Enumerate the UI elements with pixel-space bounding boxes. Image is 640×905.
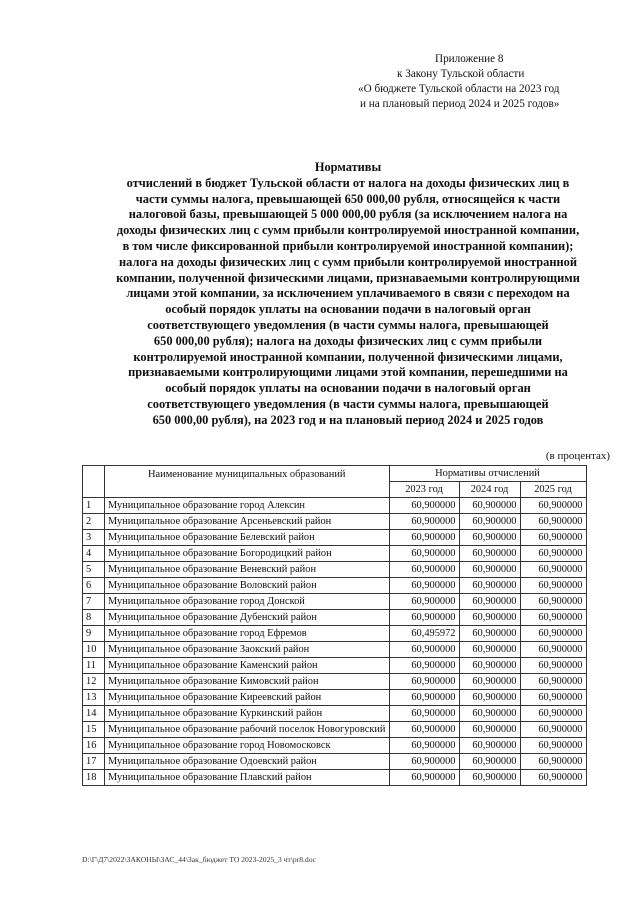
row-number: 3 [83, 530, 105, 546]
title-line: соответствующего уведомления (в части суммы налога, превышающей [147, 317, 549, 332]
norm-2023: 60,900000 [389, 770, 459, 786]
table-row [83, 546, 587, 562]
norm-2023: 60,900000 [389, 610, 459, 626]
row-number: 16 [83, 738, 105, 754]
row-number: 14 [83, 706, 105, 722]
municipality-name: Муниципальное образование рабочий поселок Новогуровский [105, 722, 390, 738]
table-row [83, 722, 587, 738]
norm-2023: 60,900000 [389, 658, 459, 674]
row-number: 10 [83, 642, 105, 658]
norm-2024: 60,900000 [459, 722, 520, 738]
norm-2023: 60,900000 [389, 642, 459, 658]
norm-2023: 60,900000 [389, 594, 459, 610]
table-row [83, 610, 587, 626]
appendix-number: Приложение 8 [435, 53, 504, 65]
row-number: 5 [83, 562, 105, 578]
norm-2025: 60,900000 [520, 674, 586, 690]
table-row [83, 594, 587, 610]
norm-2024: 60,900000 [459, 610, 520, 626]
municipality-name: Муниципальное образование город Новомосковск [105, 738, 390, 754]
row-number: 8 [83, 610, 105, 626]
table-row [83, 706, 587, 722]
norm-2023: 60,900000 [389, 514, 459, 530]
appendix-law-title-2: и на плановый период 2024 и 2025 годов» [360, 98, 560, 110]
norms-table [82, 465, 587, 786]
norm-2025: 60,900000 [520, 690, 586, 706]
norm-2023: 60,900000 [389, 690, 459, 706]
norm-2025: 60,900000 [520, 498, 586, 514]
title-line: особый порядок уплаты на основании подачи в налоговый орган [165, 381, 531, 396]
title-line: части суммы налога, превышающей 650 000,00 рубля, относящейся к части [135, 191, 561, 206]
table-row [83, 658, 587, 674]
row-number: 6 [83, 578, 105, 594]
norm-2023: 60,900000 [389, 498, 459, 514]
row-number: 4 [83, 546, 105, 562]
table-row [83, 674, 587, 690]
title-line: 650 000,00 рубля), на 2023 год и на плановый период 2024 и 2025 годов [152, 412, 544, 427]
table-row [83, 770, 587, 786]
norm-2025: 60,900000 [520, 642, 586, 658]
municipality-name: Муниципальное образование Арсеньевский район [105, 514, 390, 530]
table-row [83, 498, 587, 514]
table-row [83, 738, 587, 754]
municipality-name: Муниципальное образование Богородицкий район [105, 546, 390, 562]
norm-2025: 60,900000 [520, 738, 586, 754]
norm-2024: 60,900000 [459, 578, 520, 594]
header-num [83, 466, 105, 498]
norm-2024: 60,900000 [459, 562, 520, 578]
title-line: особый порядок уплаты на основании подачи в налоговый орган [165, 302, 531, 317]
norm-2024: 60,900000 [459, 690, 520, 706]
norm-2025: 60,900000 [520, 514, 586, 530]
title-line: налога на доходы физических лиц с сумм прибыли контролируемой иностранной [119, 254, 577, 269]
table-row [83, 514, 587, 530]
row-number: 18 [83, 770, 105, 786]
table-header-row [83, 466, 587, 482]
row-number: 17 [83, 754, 105, 770]
table-row [83, 626, 587, 642]
appendix-header [340, 52, 630, 112]
norm-2025: 60,900000 [520, 706, 586, 722]
norm-2023: 60,900000 [389, 578, 459, 594]
norm-2025: 60,900000 [520, 754, 586, 770]
header-year-2025: 2025 год [520, 482, 586, 498]
municipality-name: Муниципальное образование город Донской [105, 594, 390, 610]
appendix-law-ref: к Закону Тульской области [397, 68, 525, 80]
norm-2025: 60,900000 [520, 626, 586, 642]
norm-2023: 60,900000 [389, 706, 459, 722]
table-body [83, 498, 587, 786]
norm-2023: 60,900000 [389, 562, 459, 578]
norm-2025: 60,900000 [520, 562, 586, 578]
norm-2025: 60,900000 [520, 594, 586, 610]
title-line: 650 000,00 рубля); налога на доходы физических лиц с сумм прибыли [153, 333, 543, 348]
table-row [83, 642, 587, 658]
header-year-2023: 2023 год [389, 482, 459, 498]
norm-2024: 60,900000 [459, 642, 520, 658]
row-number: 1 [83, 498, 105, 514]
appendix-law-title-1: «О бюджете Тульской области на 2023 год [358, 83, 560, 95]
header-year-2024: 2024 год [459, 482, 520, 498]
municipality-name: Муниципальное образование город Ефремов [105, 626, 390, 642]
row-number: 2 [83, 514, 105, 530]
municipality-name: Муниципальное образование Заокский район [105, 642, 390, 658]
norm-2024: 60,900000 [459, 770, 520, 786]
title-line: отчислений в бюджет Тульской области от налога на доходы физических лиц в [126, 175, 570, 190]
municipality-name: Муниципальное образование Куркинский район [105, 706, 390, 722]
row-number: 15 [83, 722, 105, 738]
units-note: (в процентах) [545, 450, 610, 462]
norm-2023: 60,900000 [389, 722, 459, 738]
municipality-name: Муниципальное образование Каменский район [105, 658, 390, 674]
title-line: доходы физических лиц с сумм прибыли контролируемой иностранной компании, [116, 223, 580, 238]
norm-2023: 60,900000 [389, 738, 459, 754]
municipality-name: Муниципальное образование Веневский район [105, 562, 390, 578]
norm-2023: 60,495972 [389, 626, 459, 642]
municipality-name: Муниципальное образование Белевский район [105, 530, 390, 546]
municipality-name: Муниципальное образование Киреевский район [105, 690, 390, 706]
header-name: Наименование муниципальных образований [105, 466, 390, 498]
title-line: в том числе фиксированной прибыли контролируемой иностранной компании); [122, 238, 574, 253]
municipality-name: Муниципальное образование Плавский район [105, 770, 390, 786]
norm-2025: 60,900000 [520, 722, 586, 738]
norm-2025: 60,900000 [520, 610, 586, 626]
title-line: компании, полученной физическими лицами, признаваемыми контролирующими [116, 270, 580, 285]
norm-2025: 60,900000 [520, 658, 586, 674]
file-path-footer: D:\Г\Д7\2022\ЗАКОНЫ\ЗАС_44\Зак_бюджет ТО 2023-2025_3 чт\pr8.doc [82, 855, 316, 864]
norm-2024: 60,900000 [459, 626, 520, 642]
title-line: лицами этой компании, за исключением уплачиваемого в связи с переходом на [126, 286, 570, 301]
row-number: 7 [83, 594, 105, 610]
norm-2024: 60,900000 [459, 738, 520, 754]
norm-2025: 60,900000 [520, 770, 586, 786]
norm-2025: 60,900000 [520, 530, 586, 546]
norm-2024: 60,900000 [459, 530, 520, 546]
norm-2025: 60,900000 [520, 578, 586, 594]
table-row [83, 530, 587, 546]
table-row [83, 754, 587, 770]
norm-2024: 60,900000 [459, 706, 520, 722]
municipality-name: Муниципальное образование Воловский район [105, 578, 390, 594]
norm-2024: 60,900000 [459, 754, 520, 770]
municipality-name: Муниципальное образование Одоевский район [105, 754, 390, 770]
title-heading: Нормативы [314, 160, 382, 174]
table-row [83, 690, 587, 706]
norm-2023: 60,900000 [389, 754, 459, 770]
municipality-name: Муниципальное образование Кимовский район [105, 674, 390, 690]
norm-2023: 60,900000 [389, 546, 459, 562]
norm-2024: 60,900000 [459, 546, 520, 562]
municipality-name: Муниципальное образование город Алексин [105, 498, 390, 514]
title-line: налоговой базы, превышающей 5 000 000,00 рубля (за исключением налога на [128, 207, 568, 222]
norm-2024: 60,900000 [459, 674, 520, 690]
row-number: 9 [83, 626, 105, 642]
norm-2024: 60,900000 [459, 498, 520, 514]
row-number: 11 [83, 658, 105, 674]
title-line: соответствующего уведомления (в части суммы налога, превышающей [147, 396, 549, 411]
norm-2024: 60,900000 [459, 658, 520, 674]
row-number: 12 [83, 674, 105, 690]
norm-2023: 60,900000 [389, 530, 459, 546]
title-line: признаваемыми контролирующими лицами этой компании, перешедшими на [128, 365, 568, 380]
norm-2024: 60,900000 [459, 594, 520, 610]
header-norms: Нормативы отчислений [389, 466, 586, 482]
document-title [88, 160, 608, 429]
norm-2024: 60,900000 [459, 514, 520, 530]
municipality-name: Муниципальное образование Дубенский район [105, 610, 390, 626]
table-row [83, 578, 587, 594]
title-line: контролируемой иностранной компании, полученной физическими лицами, [133, 349, 563, 364]
table-row [83, 562, 587, 578]
norm-2025: 60,900000 [520, 546, 586, 562]
row-number: 13 [83, 690, 105, 706]
norm-2023: 60,900000 [389, 674, 459, 690]
